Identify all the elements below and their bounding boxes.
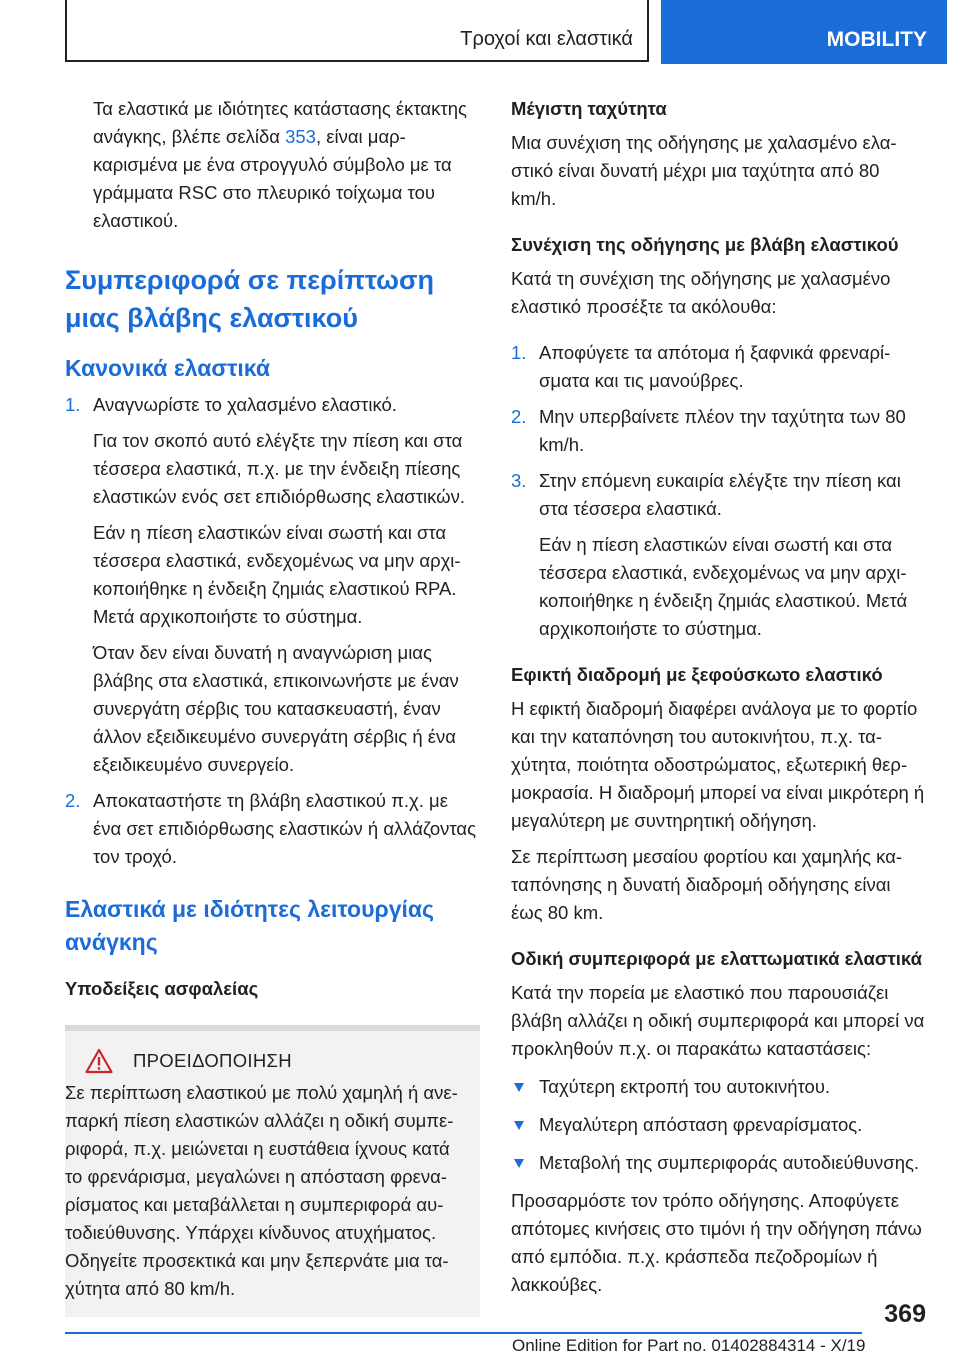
step-text: Εάν η πίεση ελαστικών είναι σωστή και στα τέσσερα ελαστικά, ενδεχομένως να μην αρχικοποιήθηκε η ένδειξη ζημιάς ελαστικού RPA. Μετά αρχικοποιήστε το σύστημα. — [93, 522, 461, 627]
step-item — [511, 339, 926, 395]
warning-title: ΠΡΟΕΙΔΟΠΟΙΗΣΗ — [133, 1050, 292, 1071]
step-item — [65, 787, 480, 871]
triangle-bullet-icon — [514, 1083, 524, 1092]
footer-divider — [65, 1332, 862, 1334]
page-number: 369 — [884, 1300, 926, 1328]
max-speed-section — [511, 95, 926, 213]
continue-driving-section — [511, 231, 926, 643]
road-behavior-section — [511, 945, 926, 1299]
right-column — [511, 95, 926, 1299]
step-number: 1. — [511, 342, 527, 363]
section-title: MOBILITY — [826, 28, 927, 51]
road-behavior-list — [511, 1073, 926, 1177]
range-text-2: Σε περίπτωση μεσαίου φορτίου και χαμηλής καταπόνησης η δυνατή διαδρομή οδήγησης είναι έως 80 km. — [511, 846, 903, 923]
list-item: Ταχύτερη εκτροπή του αυτοκινήτου. — [511, 1073, 926, 1101]
heading-continue-driving: Συνέχιση της οδήγησης με βλάβη ελαστικού — [511, 234, 899, 255]
page-header — [0, 0, 960, 66]
road-behavior-closing: Προσαρμόστε τον τρόπο οδήγησης. Αποφύγετε απότομες κινήσεις στο τιμόνι ή την οδήγηση πάνω από εμπόδια. π.χ. κράσπεδα πεζοδρομίων ή λακκούβες. — [511, 1190, 922, 1295]
step-text: Αποφύγετε τα απότομα ή ξαφνικά φρεναρίσματα και τις μανούβρες. — [539, 342, 891, 391]
chapter-tab — [65, 0, 649, 62]
max-speed-text: Μια συνέχιση της οδήγησης με χαλασμένο ελαστικό είναι δυνατή μέχρι μια ταχύτητα από 80 km/h. — [511, 132, 897, 209]
step-text: Στην επόμενη ευκαιρία ελέγξτε την πίεση και στα τέσσερα ελαστικά. — [539, 470, 901, 519]
step-text: Για τον σκοπό αυτό ελέγξτε την πίεση και στα τέσσερα ελαστικά, π.χ. με την ένδειξη πίεσης ελαστικών ενός σετ επιδιόρθωσης ελαστικών. — [93, 430, 466, 507]
range-text-1: Η εφικτή διαδρομή διαφέρει ανάλογα με το φορτίο και την καταπόνηση του αυτοκινήτου, π.χ. ταχύτητα, ποιότητα οδοστρώματος, εξωτερική θερμοκρασία. Η διαδρομή μπορεί να είναι μικρότερη ή μεγαλύτερη με συντηρητική οδήγηση. — [511, 698, 925, 831]
triangle-bullet-icon — [514, 1159, 524, 1168]
triangle-bullet-icon — [514, 1121, 524, 1130]
step-text: Αποκαταστήστε τη βλάβη ελαστικού π.χ. με ένα σετ επιδιόρθωσης ελαστικών ή αλλάζοντας τον τροχό. — [93, 790, 477, 867]
intro-paragraph: Τα ελαστικά με ιδιότητες κατάστασης έκτακτης ανάγκης, βλέπε σελίδα 353, είναι μαρκαρισμένα με ένα στρογγυλό σύμβολο με τα γράμματα RSC στο πλευρικό τοίχωμα του ελαστικού. — [93, 98, 467, 231]
step-text: Μην υπερβαίνετε πλέον την ταχύτητα των 80 km/h. — [539, 406, 906, 455]
range-section — [511, 661, 926, 927]
warning-triangle-icon — [85, 1048, 113, 1074]
normal-tires-steps — [65, 391, 480, 871]
list-item: Μεγαλύτερη απόσταση φρεναρίσματος. — [511, 1111, 926, 1139]
step-number: 1. — [65, 394, 81, 415]
road-behavior-text: Κατά την πορεία με ελαστικό που παρουσιάζει βλάβη αλλάζει η οδική συμπεριφορά και μπορεί να προκληθούν π.χ. οι παρακάτω καταστάσεις: — [511, 982, 925, 1059]
step-item — [511, 467, 926, 643]
step-text: Αναγνωρίστε το χαλασμένο ελαστικό. — [93, 394, 397, 415]
step-number: 2. — [511, 406, 527, 427]
step-number: 2. — [65, 790, 81, 811]
warning-text: Σε περίπτωση ελαστικού με πολύ χαμηλή ή ανεπαρκή πίεση ελαστικών αλλάζει η οδική συμπεριφορά, π.χ. μειώνεται η ευστάθεια ίχνους κατά το φρενάρισμα, μεγαλώνει η απόσταση φρεναρίσματος και μεταβάλλεται η συμπεριφορά αυτοδιεύθυνσης. Υπάρχει κίνδυνος ατυχήματος. Οδηγείτε προσεκτικά και μην ξεπερνάτε μια ταχύτητα από 80 km/h. — [65, 1082, 458, 1299]
section-tab — [661, 0, 947, 64]
left-column — [65, 95, 480, 1317]
chapter-title: Τροχοί και ελαστικά — [460, 28, 633, 50]
heading-road-behavior: Οδική συμπεριφορά με ελαττωματικά ελαστικά — [511, 948, 922, 969]
list-item: Μεταβολή της συμπεριφοράς αυτοδιεύθυνσης. — [511, 1149, 926, 1177]
heading-runflat-tires: Ελαστικά με ιδιότητες λειτουργίας ανάγκης — [65, 896, 434, 955]
step-text: Εάν η πίεση ελαστικών είναι σωστή και στα τέσσερα ελαστικά, ενδεχομένως να μην αρχικοποιήθηκε η ένδειξη ζημιάς ελαστικού. Μετά αρχικοποιήστε το σύστημα. — [539, 534, 908, 639]
heading-range: Εφικτή διαδρομή με ξεφούσκωτο ελαστικό — [511, 664, 883, 685]
continue-driving-text: Κατά τη συνέχιση της οδήγησης με χαλασμένο ελαστικό προσέξτε τα ακόλουθα: — [511, 268, 891, 317]
safety-notes-heading: Υποδείξεις ασφαλείας — [65, 978, 259, 999]
footer-edition: Online Edition for Part no. 01402884314 - X/19 — [512, 1336, 866, 1355]
heading-max-speed: Μέγιστη ταχύτητα — [511, 98, 667, 119]
step-item — [65, 391, 480, 779]
warning-box — [65, 1025, 480, 1317]
heading-tire-failure: Συμπεριφορά σε περίπτωση μιας βλάβης ελαστικού — [65, 265, 434, 333]
warning-title-row — [65, 1047, 468, 1075]
heading-normal-tires: Κανονικά ελαστικά — [65, 355, 270, 381]
step-number: 3. — [511, 470, 527, 491]
continue-driving-steps — [511, 339, 926, 643]
step-text: Όταν δεν είναι δυνατή η αναγνώριση μιας βλάβης στα ελαστικά, επικοινωνήστε με έναν συνεργάτη σέρβις του κατασκευαστή, έναν άλλον εξειδικευμένο συνεργάτη σέρβις ή ένα εξειδικευμένο συνεργείο. — [93, 642, 459, 775]
page-reference-link[interactable]: 353 — [285, 126, 316, 147]
step-item — [511, 403, 926, 459]
